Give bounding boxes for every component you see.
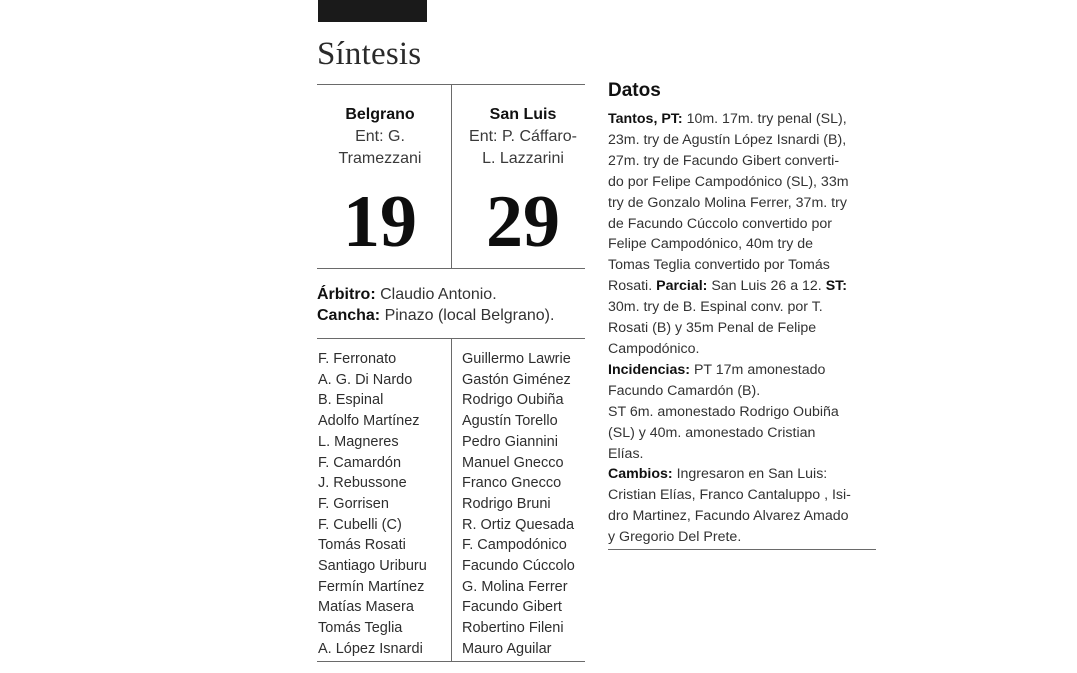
home-score: 19 [343,181,417,263]
player-name: F. Camardón [318,454,402,471]
player-name: Facundo Gibert [462,599,562,616]
home-team-name: Belgrano [345,106,415,123]
datos-line [608,464,880,485]
player-name: B. Espinal [318,392,384,409]
player-name: Rodrigo Bruni [462,495,551,512]
player-name: Fermín Martínez [318,578,425,595]
st-label: ST: [825,278,847,295]
player-name: F. Campodónico [462,537,567,554]
cambios-text: Ingresaron en San Luis: [672,466,828,483]
home-roster [318,349,427,660]
away-score: 29 [486,181,560,263]
away-coach-line: Ent: P. Cáffaro- [469,128,577,145]
tantos-label: Tantos, PT: [608,111,683,127]
parcial-value: San Luis 26 a 12. [707,278,826,295]
incidencias-text: (SL) y 40m. amonestado Cristian [608,424,816,441]
tantos-text: try de Gonzalo Molina Ferrer, 37m. try [608,194,847,211]
referee-line [317,286,497,304]
player-name: R. Ortiz Quesada [462,516,575,533]
datos-line [608,109,880,130]
cambios-text: y Gregorio Del Prete. [608,529,742,546]
player-name: A. López Isnardi [318,640,423,657]
incidencias-text: Elías. [608,445,644,462]
home-coach-line: Tramezzani [338,150,422,167]
tantos-text: 23m. try de Agustín López Isnardi (B), [608,131,847,148]
incidencias-text: Facundo Camardón (B). [608,382,761,399]
tantos-text: Rosati. [608,278,657,295]
venue-label: Cancha: [317,307,381,324]
player-name: Facundo Cúccolo [462,558,575,575]
venue-line [317,307,554,325]
away-roster [462,349,575,660]
player-name: Matías Masera [318,599,414,616]
player-name: Guillermo Lawrie [462,351,571,367]
player-name: Franco Gnecco [462,475,562,492]
referee-label: Árbitro: [317,286,376,303]
divider-center [451,85,452,268]
player-name: J. Rebussone [318,475,407,492]
tantos-text: Tomas Teglia convertido por Tomás [608,257,830,274]
referee-value: Claudio Antonio. [375,286,497,303]
datos-line [608,276,880,297]
st-text: Campodónico. [608,340,700,357]
player-name: Tomás Teglia [318,620,403,637]
player-name: L. Magneres [318,433,399,450]
datos-title: Datos [608,80,661,101]
venue-value: Pinazo (local Belgrano). [380,307,555,324]
home-coach-line: Ent: G. [355,128,405,145]
cambios-text: Cristian Elías, Franco Cantaluppo , Isi- [608,487,851,504]
away-team [458,104,588,170]
datos-body [608,109,880,548]
page-title: Síntesis [317,36,422,72]
incidencias-label: Incidencias: [608,361,691,378]
player-name: F. Gorrisen [318,495,389,512]
incidencias-text: ST 6m. amonestado Rodrigo Oubiña [608,403,839,420]
home-team [318,104,442,170]
st-text: Rosati (B) y 35m Penal de Felipe [608,320,817,337]
st-text: 30m. try de B. Espinal conv. por T. [608,299,823,316]
tantos-text: de Facundo Cúccolo convertido por [608,215,832,232]
player-name: Robertino Fileni [462,620,564,637]
player-name: F. Cubelli (C) [318,516,402,533]
cambios-text: dro Martinez, Facundo Alvarez Amado [608,508,849,525]
player-name: Tomás Rosati [318,537,406,554]
player-name: G. Molina Ferrer [462,578,568,595]
player-name: Santiago Uriburu [318,558,427,575]
player-name: Gastón Giménez [462,371,571,388]
datos-line [608,360,880,381]
header-bar [318,0,427,22]
tantos-text: 27m. try de Facundo Gibert converti- [608,152,840,169]
player-name: A. G. Di Nardo [318,371,413,388]
parcial-label: Parcial: [656,278,708,295]
tantos-text: Felipe Campodónico, 40m try de [608,236,814,253]
player-name: Manuel Gnecco [462,454,564,471]
player-name: F. Ferronato [318,351,397,367]
player-name: Agustín Torello [462,413,558,430]
tantos-text: do por Felipe Campodónico (SL), 33m [608,173,849,190]
divider-roster-center [451,339,452,661]
divider-roster-bottom [317,661,585,662]
away-team-name: San Luis [489,106,557,123]
cambios-label: Cambios: [608,466,673,483]
datos-divider-bottom [608,549,876,550]
player-name: Pedro Giannini [462,433,558,450]
player-name: Mauro Aguilar [462,640,552,657]
divider-score-bottom [317,268,585,269]
incidencias-text: PT 17m amonestado [690,361,826,378]
away-coach-line: L. Lazzarini [482,150,564,167]
player-name: Rodrigo Oubiña [462,392,564,409]
tantos-text: 10m. 17m. try penal (SL), [682,111,847,127]
player-name: Adolfo Martínez [318,413,420,430]
